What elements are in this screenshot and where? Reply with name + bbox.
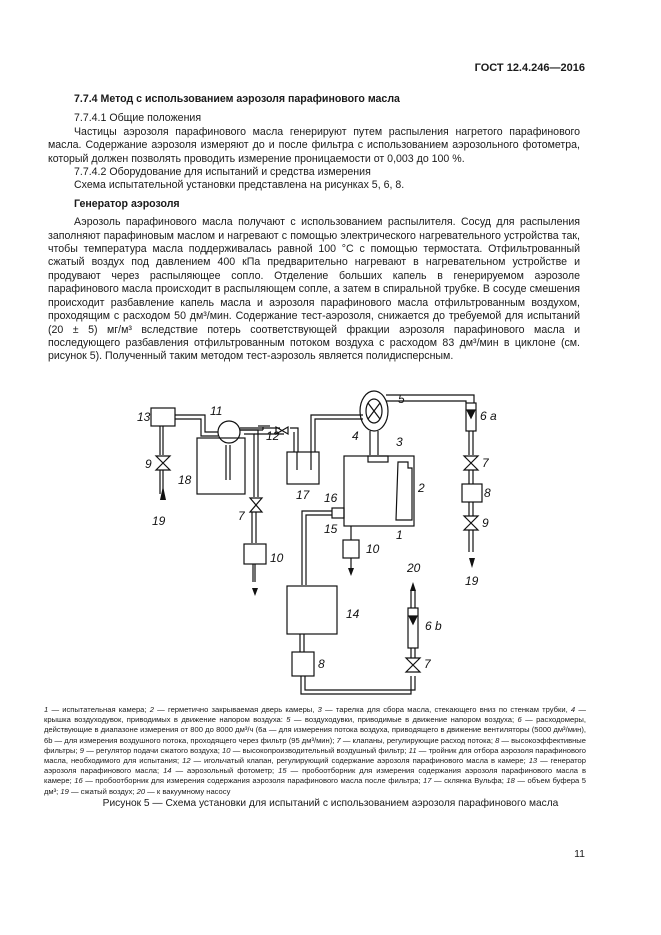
page-number: 11 <box>574 848 585 860</box>
label-16: 16 <box>324 491 338 505</box>
paragraph-generator: Аэрозоль парафинового масла получают с использованием распылителя. Сосуд для распыления заполняют парафиновым маслом и нагревают с помощью электрического нагревательного устройства так, чтобы температура масла поддерживалась равной 100 °С с помощью термостата. Отфильтрованный сжатый воздух под давлением 400 кПа предварительно нагревают в нагревательном устройстве и продувают через распыляющее сопло. Отделение больших капель в генерируемом аэрозоле парафинового масла происходит в распыляющем сопле, а затем в спиральной трубке. В сосуде смешения происходит разбавление капель масла и аэрозоля парафинового масла отфильтрованным воздухом, проходящим с расходом 50 дм³/мин. Содержание тест-аэрозоля, снижается до требуемой для испытаний (20 ± 5) мг/м³ вследствие потерь соответствующей фракции аэрозоля парафинового масла и последующего разбавления отфильтрованным потоком воздуха с расходом 83 дм³/мин в циклоне (см. рисунок 5). Полученный таким методом тест-аэрозоль является полидисперсным. <box>48 216 580 363</box>
chamber-door-2 <box>396 462 412 520</box>
subsection-equipment: 7.7.4.2 Оборудование для испытаний и средства измерения <box>74 166 371 179</box>
legend-text: высокоэффективные фильтры; <box>44 735 586 755</box>
legend-number: 10 — <box>222 745 243 755</box>
label-14: 14 <box>346 607 360 621</box>
label-17: 17 <box>296 488 310 502</box>
legend-number: 16 — <box>74 776 96 786</box>
test-chamber-1 <box>344 456 414 526</box>
legend-number: 2 — <box>149 705 168 714</box>
outlet-arrow-chamber <box>348 568 354 576</box>
legend-item <box>337 736 496 745</box>
label-5: 5 <box>398 392 405 406</box>
legend-text: сжатый воздух; <box>80 786 137 796</box>
legend-number: 12 — <box>182 756 205 766</box>
compressed-air-arrow-left <box>160 486 166 500</box>
compressed-air-arrow-right <box>469 558 475 568</box>
legend-item <box>150 705 318 714</box>
generator-heading: Генератор аэрозоля <box>74 197 180 210</box>
legend-item <box>163 766 278 775</box>
label-9-right: 9 <box>482 516 489 530</box>
aerosol-generator-13 <box>151 408 175 426</box>
label-15: 15 <box>324 522 338 536</box>
legend-number: 7 — <box>336 735 353 745</box>
flowmeter-6b <box>408 608 418 648</box>
vacuum-arrow-20 <box>410 582 416 591</box>
oil-tray-3 <box>368 456 388 462</box>
legend-item <box>318 705 571 714</box>
legend-text: испытательная камера; <box>62 705 150 714</box>
valve-7-left <box>250 498 262 512</box>
hepa-filter-8-bottom <box>292 652 314 676</box>
outlet-arrow-10 <box>252 588 258 596</box>
legend-number: 18 — <box>506 776 528 786</box>
legend-text: тройник для отбора аэрозоля парафинового масла, необходимого для испытания; <box>44 745 586 766</box>
label-7-bottom: 7 <box>424 657 431 671</box>
legend-number: 9 — <box>79 745 96 755</box>
samplers-15-16 <box>332 508 344 518</box>
legend-number: 13 — <box>528 756 551 766</box>
valve-9-right <box>464 516 478 530</box>
document-header: ГОСТ 12.4.246—2016 <box>474 62 585 74</box>
buffer-volume-18 <box>197 438 245 494</box>
label-3: 3 <box>396 435 403 449</box>
legend-number: 3 — <box>317 705 336 714</box>
legend-text: регулятор подачи сжатого воздуха; <box>96 745 223 755</box>
legend-item <box>423 776 506 785</box>
valve-7-bottom <box>406 658 420 672</box>
legend-text: к вакуумному насосу <box>156 786 231 796</box>
legend-text: тарелка для сбора масла, стекающего вниз по стенкам трубки, <box>335 705 571 714</box>
paragraph-general: Частицы аэрозоля парафинового масла генерируют путем распыления нагретого парафинового масла. Содержание аэрозоля измеряют до и после фильтра с использованием аэрозольного фотометра, который должен позволять проводить измерение проницаемости от 0,003 до 100 %. <box>48 125 580 165</box>
legend-item <box>222 746 409 755</box>
legend-number: 17 — <box>423 776 445 786</box>
label-11: 11 <box>210 404 223 418</box>
legend-number: 6 — <box>517 715 537 725</box>
label-7-right: 7 <box>482 456 489 470</box>
label-8-bottom: 8 <box>318 657 325 671</box>
label-9-left: 9 <box>145 457 152 471</box>
paragraph-equipment: Схема испытательной установки представлена на рисунках 5, 6, 8. <box>74 179 405 192</box>
label-6b: 6 b <box>425 619 442 633</box>
legend-text: высокопроизводительный воздушный фильтр; <box>242 745 409 755</box>
label-18: 18 <box>178 473 192 487</box>
air-filter-10-right <box>343 540 359 558</box>
label-12: 12 <box>266 429 280 443</box>
sampling-tee-11 <box>218 421 240 443</box>
label-2: 2 <box>418 481 425 495</box>
legend-text: крышка воздуходувок, приводимых в движение напором воздуха: <box>44 715 287 725</box>
legend-text: аэрозольный фотометр; <box>187 766 279 776</box>
legend-number: 4 — <box>570 705 586 714</box>
valve-9-left <box>156 456 170 470</box>
legend-number: 20 — <box>136 786 157 796</box>
legend-item <box>286 715 517 724</box>
figure-title: Рисунок 5 — Схема установки для испытаний с использованием аэрозоля парафинового масла <box>102 798 559 809</box>
legend-number: 8 — <box>495 735 512 745</box>
subsection-general: 7.7.4.1 Общие положения <box>74 112 202 125</box>
label-4: 4 <box>352 429 359 443</box>
legend-text: расходомеры, действующие в диапазоне измерения от 800 до 8000 дм³/ч (6а — для измерения потока воздуха, приводящего в движение вентиляторы (5000 дм³/мин), 6b — для измерения воздушного потока, проходящего через фильтр (95 дм³/мин); <box>44 715 586 745</box>
hepa-filter-8-right <box>462 484 482 502</box>
legend-text: воздуходувки, приводимые в движение напором воздуха; <box>304 715 518 725</box>
label-13: 13 <box>137 410 151 424</box>
legend-text: пробоотборник для измерения содержания аэрозоля парафинового масла после фильтра; <box>95 776 424 786</box>
label-10-left: 10 <box>270 551 284 565</box>
legend-text: игольчатый клапан, регулирующий содержание аэрозоля парафинового масла в камере; <box>204 756 529 766</box>
label-6a: 6 a <box>480 409 497 423</box>
label-19-left: 19 <box>152 514 166 528</box>
legend-item <box>182 756 529 765</box>
air-filter-10-left <box>244 544 266 564</box>
legend-number: 5 — <box>286 715 305 725</box>
legend-number: 19 — <box>60 786 81 796</box>
legend-text: генератор аэрозоля парафинового масла; <box>44 756 586 776</box>
label-20: 20 <box>407 561 421 575</box>
legend-item <box>80 746 222 755</box>
legend-text: пробоотборник для измерения содержания аэрозоля парафинового масла в камере; <box>44 766 586 786</box>
label-8-right: 8 <box>484 486 491 500</box>
legend-number: 11 — <box>408 745 429 755</box>
legend-text: клапаны, регулирующие расход потока; <box>352 735 496 745</box>
legend-text: герметично закрываемая дверь камеры, <box>167 705 318 714</box>
aerosol-photometer-14 <box>287 586 337 634</box>
legend-item <box>137 787 231 796</box>
label-10-right: 10 <box>366 542 380 556</box>
section-heading: 7.7.4 Метод с использованием аэрозоля парафинового масла <box>74 93 400 105</box>
legend-number: 1 — <box>44 705 63 714</box>
woulfe-bottle-17 <box>287 452 319 484</box>
label-7-left: 7 <box>238 509 245 523</box>
valve-7-right <box>464 456 478 470</box>
legend-text: объем буфера 5 дм³; <box>44 776 587 796</box>
figure-legend <box>44 705 586 797</box>
legend-item <box>74 776 423 785</box>
label-19-right: 19 <box>465 574 479 588</box>
legend-item <box>60 787 136 796</box>
legend-item <box>44 705 150 714</box>
legend-number: 14 — <box>163 766 188 776</box>
legend-number: 15 — <box>278 766 303 776</box>
label-1: 1 <box>396 528 403 542</box>
legend-text: склянка Вульфа; <box>444 776 507 786</box>
